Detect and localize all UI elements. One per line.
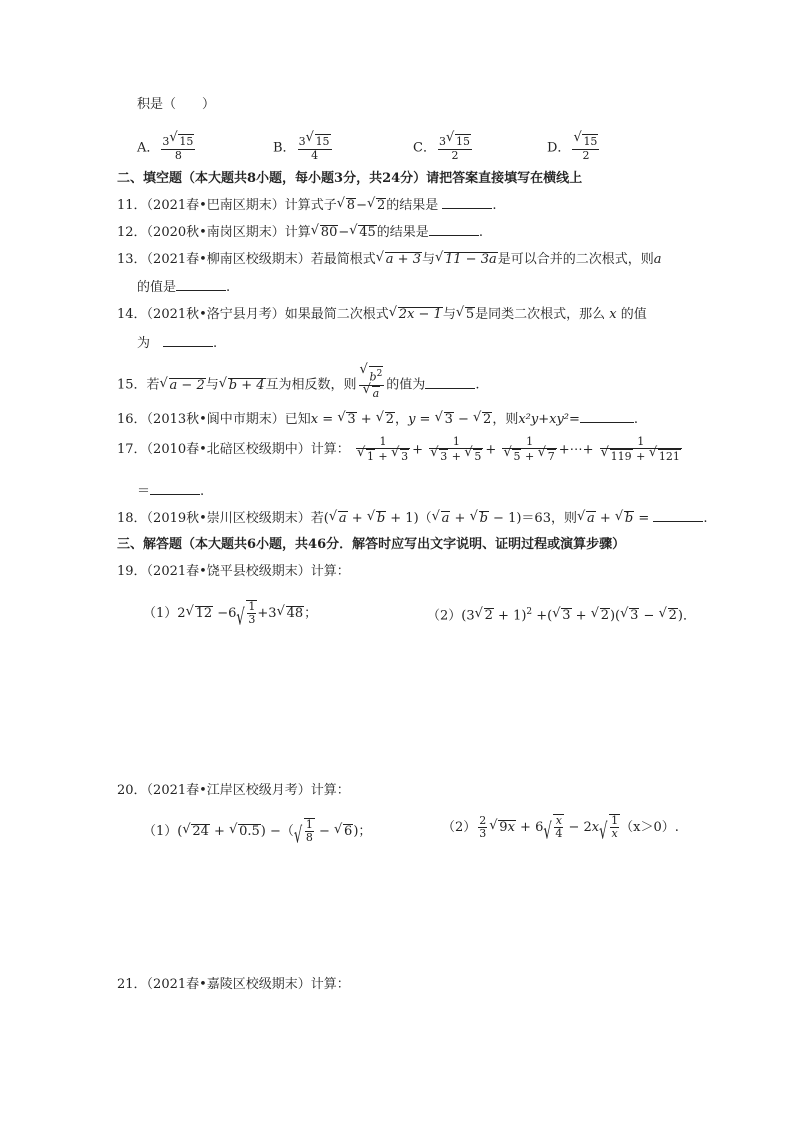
option-c[interactable]: C． $\frac{3√ 15}{2}$ [413,134,474,162]
question-19-part-1: （1）2√ 12 −6 √ $\frac{1}{3}$ +3√ 48； [143,600,317,630]
section-3-heading: 三、解答题（本大题共6小题，共46分．解答时应写出文字说明、证明过程或演算步骤） [117,537,626,552]
option-a[interactable]: A． $\frac{3√ 15}{8}$ [137,134,197,162]
answer-blank[interactable] [429,223,479,236]
q10-continuation: 积是（ ） [137,97,216,112]
question-15: 15．若√ a − 2与√ b + 4互为相反数，则 √ $b^2$ √ a 的值为 . [117,366,479,398]
answer-blank[interactable] [425,376,475,389]
question-14-line2: 为 . [137,336,218,351]
option-b[interactable]: B． $\frac{3√ 15}{4}$ [273,134,334,162]
question-20-part-1: （1）(√ 24 + √ 0.5) −（ √ $\frac{1}{8}$ − √ 6)； [143,818,371,848]
section-2-heading: 二、填空题（本大题共8小题，每小题3分，共24分）请把答案直接填写在横线上 [117,171,583,186]
question-17-line2: ＝ . [137,484,205,499]
question-17: 17．（2010春•北碚区校级期中）计算： 1 √ 1 + √ 3 + 1 √ 3 + √ 5 + 1 √ 5 + √ 7 +⋯+ 1 √ 119 + √ 121 [117,436,684,476]
question-12: 12．（2020秋•南岗区期末）计算√ 80−√ 45的结果是 . [117,223,483,242]
question-13: 13．（2021春•柳南区校级期末）若最简根式√ a + 3与√ 11 − 3a是可以合并的二次根式，则a [117,251,662,269]
question-19-part-2: （2）(3√ 2 + 1)$^2$ +(√ 3 + √ 2)(√ 3 − √ 2)． [427,603,696,625]
question-14: 14．（2021秋•洛宁县月考）如果最简二次根式√ 2x − 1与√ 5是同类二次根式，那么 x 的值 [117,306,647,324]
question-20: 20．（2021春•江岸区校级月考）计算： [117,783,350,798]
question-19: 19．（2021春•饶平县校级期末）计算： [117,564,350,579]
question-18: 18．（2019秋•崇川区校级期末）若(√ a + √ b + 1)（√ a + √ b − 1)＝63，则√ a + √ b = . [117,509,708,528]
question-11: 11．（2021春•巴南区期末）计算式子√ 8−√ 2的结果是 . [117,196,497,215]
question-20-part-2: （2） $\frac{2}{3}$ √ 9x + 6 √ $\frac{x}{4}$ − 2x √ $\frac{1}{x}$ （x＞0）. [442,814,679,848]
answer-blank[interactable] [176,278,226,291]
answer-blank[interactable] [150,482,200,495]
question-21: 21．（2021春•嘉陵区校级期末）计算： [117,977,350,992]
question-16: 16．（2013秋•阆中市期末）已知x = √ 3 + √ 2，y = √ 3 − √ 2，则x²y+xy²= . [117,410,638,429]
question-13-line2: 的值是 . [137,280,231,295]
answer-blank[interactable] [442,196,492,209]
option-d[interactable]: D． √ $\frac{15}{2}$ [547,134,601,162]
answer-blank[interactable] [163,334,213,347]
answer-blank[interactable] [653,509,703,522]
answer-blank[interactable] [580,410,634,423]
